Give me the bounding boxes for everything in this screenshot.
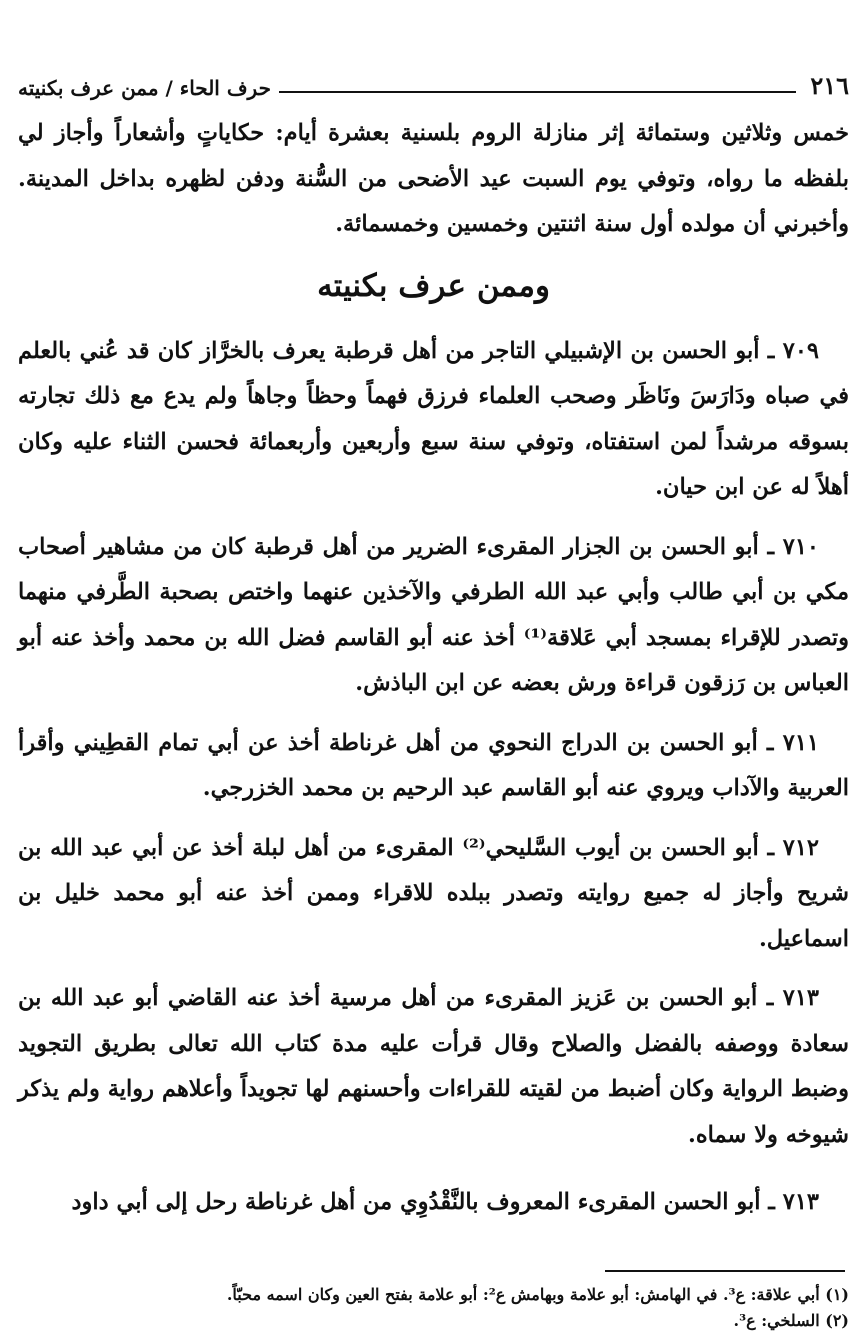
entry-713-second: ٧١٣ ـ أبو الحسن المقرىء المعروف بالنَّقْدُوِي من أهل غرناطة رحل إلى أبي داود (71, 1189, 819, 1215)
book-page (18, 58, 849, 1330)
footnote-1: (١) أبي علاقة: ع³. في الهامش: أبو علامة وبهامش ع²: أبو علامة بفتح العين وكان اسمه محبّاً. (226, 1284, 849, 1304)
entry-713: ٧١٣ ـ أبو الحسن بن عَزيز المقرىء من أهل مرسية أخذ عنه القاضي أبو عبد الله بن سعادة ووصفه بالفضل والصلاح وقال قرأت عليه مدة كتاب الله تعالى بطريق التجويد وضبط الرواية وكان أضبط من لقيته للقراءات وأحسنهم لها تجويداً وأعلاهم رواية ولم يذكر شيوخه ولا سماه. (18, 985, 849, 1148)
header-rule (279, 91, 796, 93)
page-number: ٢١٦ (810, 71, 849, 100)
running-title: حرف الحاء / ممن عرف بكنيته (18, 76, 271, 100)
footnote-rule (605, 1270, 845, 1272)
footnote-2: (٢) السلخي: ع³. (733, 1310, 849, 1330)
body-text (18, 111, 849, 1226)
running-header (18, 58, 849, 98)
intro-paragraph: خمس وثلاثين وستمائة إثر منازلة الروم بلسنية بعشرة أيام: حكاياتٍ وأشعاراً وأجاز لي بلفظه ما رواه، وتوفي يوم السبت عيد الأضحى من السُّنة ودفن لظهره بداخل المدينة. وأخبرني أن مولده أول سنة اثنتين وخمسين وخمسمائة. (18, 120, 849, 237)
entry-711: ٧١١ ـ أبو الحسن بن الدراج النحوي من أهل غرناطة أخذ عن أبي تمام القطِيني وأقرأ العربية والآداب ويروي عنه أبو القاسم عبد الرحيم بن محمد الخزرجي. (18, 729, 849, 801)
entry-712: ٧١٢ ـ أبو الحسن بن أيوب السَّليحي⁽²⁾ المقرىء من أهل لبلة أخذ عن أبي عبد الله بن شريح وأجاز له جميع روايته وتصدر ببلده للاقراء وممن أخذ عنه أبو محمد خليل بن اسماعيل. (18, 834, 849, 952)
section-title: وممن عرف بكنيته (317, 267, 550, 304)
entry-709: ٧٠٩ ـ أبو الحسن بن الإشبيلي التاجر من أهل قرطبة يعرف بالخرَّاز كان قد عُني بالعلم في صباه ودَارَسَ ونَاظَر وصحب العلماء فرزق فهماً وحظاً وجاهاً ولم يدع مع ذلك تجارته بسوقه مرشداً لمن استفتاه، وتوفي سنة سبع وأربعين وأربعمائة فحسن الثناء عليه وكان أهلاً له عن ابن حيان. (18, 337, 849, 500)
footnotes (18, 1282, 849, 1334)
entry-710: ٧١٠ ـ أبو الحسن بن الجزار المقرىء الضرير من أهل قرطبة كان من مشاهير أصحاب مكي بن أبي طالب وأبي عبد الله الطرفي والآخذين عنهما واختص بصحبة الطَّرفي منهما وتصدر للإقراء بمسجد أبي عَلاقة⁽¹⁾ أخذ عنه أبو القاسم فضل الله بن محمد وأخذ عنه أبو العباس بن رَزقون قراءة ورش بعضه عن ابن الباذش. (18, 533, 849, 696)
